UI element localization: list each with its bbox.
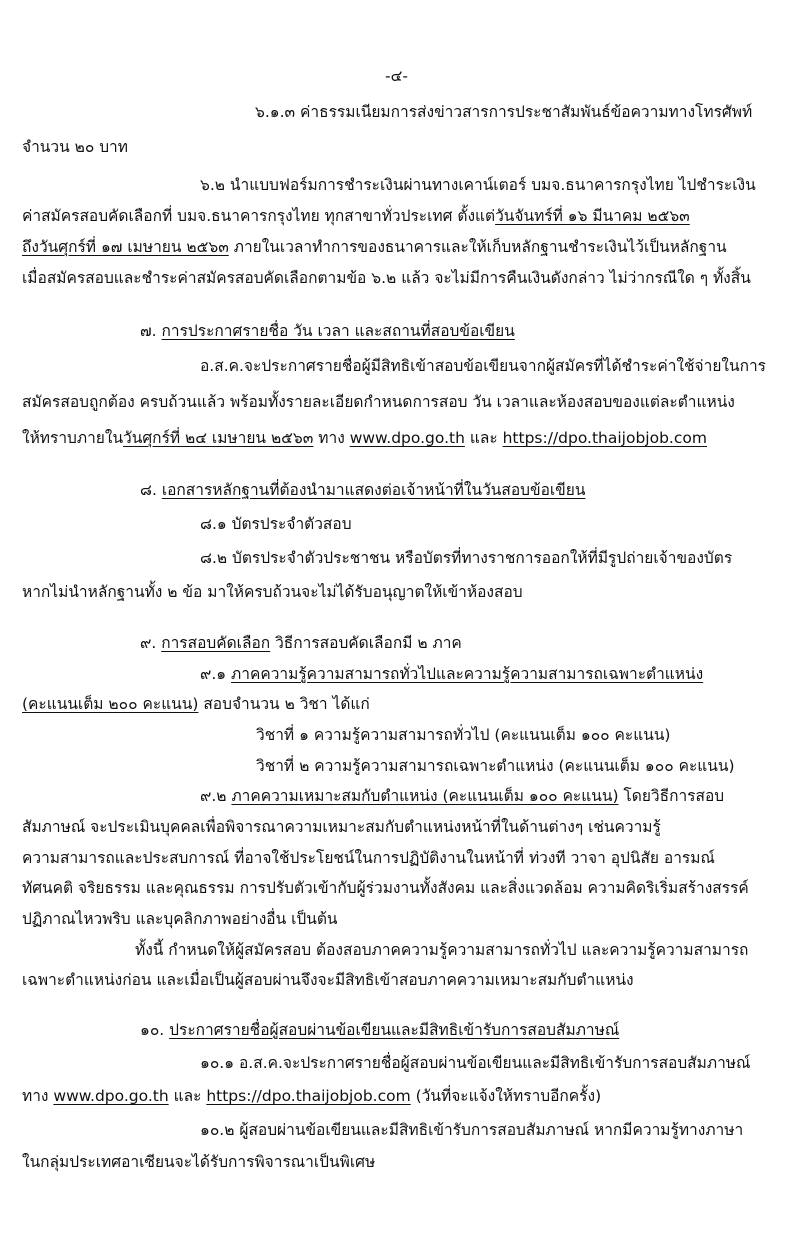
section-9-note-1: ทั้งนี้ กำหนดให้ผู้สมัครสอบ ต้องสอบภาคความรู้ความสามารถทั่วไป และความรู้ความสามารถ xyxy=(135,941,749,959)
section-7-text-1: อ.ส.ค.จะประกาศรายชื่อผู้มีสิทธิเข้าสอบข้อเขียนจากผู้สมัครที่ได้ชำระค่าใช้จ่ายในการ xyxy=(200,357,766,375)
subject-2: วิชาที่ ๒ ความรู้ความสามารถเฉพาะตำแหน่ง (คะแนนเต็ม ๑๐๐ คะแนน) xyxy=(256,757,735,775)
announce-date: วันศุกร์ที่ ๒๔ เมษายน ๒๕๖๓ xyxy=(123,429,314,447)
section-9-2-text: โดยวิธีการสอบ xyxy=(618,787,725,805)
section-8-number: ๘. xyxy=(140,481,162,499)
and-label: และ xyxy=(168,1087,207,1105)
section-9-1-full-score: (คะแนนเต็ม ๒๐๐ คะแนน) xyxy=(22,695,199,713)
section-9-2-text-4: ปฏิภาณไหวพริบ และบุคลิกภาพอย่างอื่น เป็นต้น xyxy=(22,910,338,928)
payment-end-date: ถึงวันศุกร์ที่ ๑๗ เมษายน ๒๕๖๓ xyxy=(22,238,229,256)
section-8-note: หากไม่นำหลักฐานทั้ง ๒ ข้อ มาให้ครบถ้วนจะไม่ได้รับอนุญาตให้เข้าห้องสอบ xyxy=(22,583,523,601)
announce-text: ให้ทราบภายใน xyxy=(22,429,124,447)
section-9-title: การสอบคัดเลือก xyxy=(161,634,271,652)
payment-start-date: วันจันทร์ที่ ๑๖ มีนาคม ๒๕๖๓ xyxy=(495,207,690,225)
subject-1: วิชาที่ ๑ ความรู้ความสามารถทั่วไป (คะแนนเต็ม ๑๐๐ คะแนน) xyxy=(256,726,671,744)
section-8-heading xyxy=(140,480,585,500)
dpo-website-link[interactable]: www.dpo.go.th xyxy=(349,429,465,447)
section-10-1: ๑๐.๑ อ.ส.ค.จะประกาศรายชื่อผู้สอบผ่านข้อเขียนและมีสิทธิเข้ารับการสอบสัมภาษณ์ xyxy=(200,1054,751,1072)
fee-amount: จำนวน ๒๐ บาท xyxy=(22,138,128,156)
section-8-title: เอกสารหลักฐานที่ต้องนำมาแสดงต่อเจ้าหน้าที่ในวันสอบข้อเขียน xyxy=(161,481,586,499)
dpo-website-link-2[interactable]: www.dpo.go.th xyxy=(53,1087,169,1105)
thaijobjob-link[interactable]: https://dpo.thaijobjob.com xyxy=(502,429,707,447)
section-7-number: ๗. xyxy=(140,322,162,340)
section-9-1-subjects: สอบจำนวน ๒ วิชา ได้แก่ xyxy=(198,695,370,713)
section-8-item-2: ๘.๒ บัตรประจำตัวประชาชน หรือบัตรที่ทางราชการออกให้ที่มีรูปถ่ายเจ้าของบัตร xyxy=(200,549,733,567)
section-10-2-cont: ในกลุ่มประเทศอาเซียนจะได้รับการพิจารณาเป็นพิเศษ xyxy=(22,1153,376,1171)
section-9-2-text-3: ทัศนคติ จริยธรรม และคุณธรรม การปรับตัวเข้ากับผู้ร่วมงานทั้งสังคม และสิ่งแวดล้อม ความคิดริเริ่มสร้างสรรค์ xyxy=(22,879,749,897)
payment-text-2: ภายในเวลาทำการของธนาคารและให้เก็บหลักฐานชำระเงินไว้เป็นหลักฐาน xyxy=(228,238,727,256)
section-7-title: การประกาศรายชื่อ วัน เวลา และสถานที่สอบข้อเขียน xyxy=(161,322,515,340)
section-10-1-links xyxy=(22,1086,601,1106)
section-9-1-score xyxy=(22,694,370,714)
section-9-2-title: ภาคความเหมาะสมกับตำแหน่ง (คะแนนเต็ม ๑๐๐ คะแนน) xyxy=(231,787,619,805)
payment-line-2 xyxy=(22,206,690,226)
section-8-item-1: ๘.๑ บัตรประจำตัวสอบ xyxy=(200,515,352,533)
section-9-2-text-2: ความสามารถและประสบการณ์ ที่อาจใช้ประโยชน์ในการปฏิบัติงานในหน้าที่ ท่วงที วาจา อุปนิสัย อารมณ์ xyxy=(22,849,715,867)
payment-text: ค่าสมัครสอบคัดเลือกที่ บมจ.ธนาคารกรุงไทย ทุกสาขาทั่วประเทศ ตั้งแต่ xyxy=(22,207,496,225)
section-7-text-2: สมัครสอบถูกต้อง ครบถ้วนแล้ว พร้อมทั้งรายละเอียดกำหนดการสอบ วัน เวลาและห้องสอบของแต่ละตำแหน่ง xyxy=(22,393,735,411)
payment-line-3 xyxy=(22,237,727,257)
payment-line-4: เมื่อสมัครสอบและชำระค่าสมัครสอบคัดเลือกตามข้อ ๖.๒ แล้ว จะไม่มีการคืนเงินดังกล่าว ไม่ว่ากรณีใด ๆ ทั้งสิ้น xyxy=(22,269,751,287)
via-label: ทาง xyxy=(22,1087,54,1105)
announce-and: และ xyxy=(464,429,503,447)
section-10-heading xyxy=(140,1020,619,1040)
section-9-1-heading xyxy=(200,664,703,684)
section-9-heading xyxy=(140,633,462,653)
thaijobjob-link-2[interactable]: https://dpo.thaijobjob.com xyxy=(206,1087,411,1105)
announce-via: ทาง xyxy=(313,429,350,447)
section-9-2-heading xyxy=(200,786,724,806)
section-7-text-3 xyxy=(22,428,707,448)
section-9-number: ๙. xyxy=(140,634,162,652)
section-10-title: ประกาศรายชื่อผู้สอบผ่านข้อเขียนและมีสิทธิเข้ารับการสอบสัมภาษณ์ xyxy=(169,1021,620,1039)
section-9-note-2: เฉพาะตำแหน่งก่อน และเมื่อเป็นผู้สอบผ่านจึงจะมีสิทธิเข้าสอบภาคความเหมาะสมกับตำแหน่ง xyxy=(22,971,634,989)
section-9-1-number: ๙.๑ xyxy=(200,665,232,683)
fee-item-6-1-3: ๖.๑.๓ ค่าธรรมเนียมการส่งข่าวสารการประชาสัมพันธ์ข้อความทางโทรศัพท์ xyxy=(255,103,753,121)
payment-6-2: ๖.๒ นำแบบฟอร์มการชำระเงินผ่านทางเคาน์เตอร์ บมจ.ธนาคารกรุงไทย ไปชำระเงิน xyxy=(200,176,756,194)
section-9-1-title: ภาคความรู้ความสามารถทั่วไปและความรู้ความสามารถเฉพาะตำแหน่ง xyxy=(231,665,704,683)
section-10-number: ๑๐. xyxy=(140,1021,170,1039)
date-note: (วันที่จะแจ้งให้ทราบอีกครั้ง) xyxy=(410,1087,602,1105)
section-7-heading xyxy=(140,321,515,341)
section-9-2-number: ๙.๒ xyxy=(200,787,232,805)
section-9-2-text-1: สัมภาษณ์ จะประเมินบุคคลเพื่อพิจารณาความเหมาะสมกับตำแหน่งหน้าที่ในด้านต่างๆ เช่นความรู้ xyxy=(22,818,661,836)
section-9-text: วิธีการสอบคัดเลือกมี ๒ ภาค xyxy=(270,634,462,652)
section-10-2: ๑๐.๒ ผู้สอบผ่านข้อเขียนและมีสิทธิเข้ารับการสอบสัมภาษณ์ หากมีความรู้ทางภาษา xyxy=(200,1121,744,1139)
page-number: -๔- xyxy=(385,67,408,85)
